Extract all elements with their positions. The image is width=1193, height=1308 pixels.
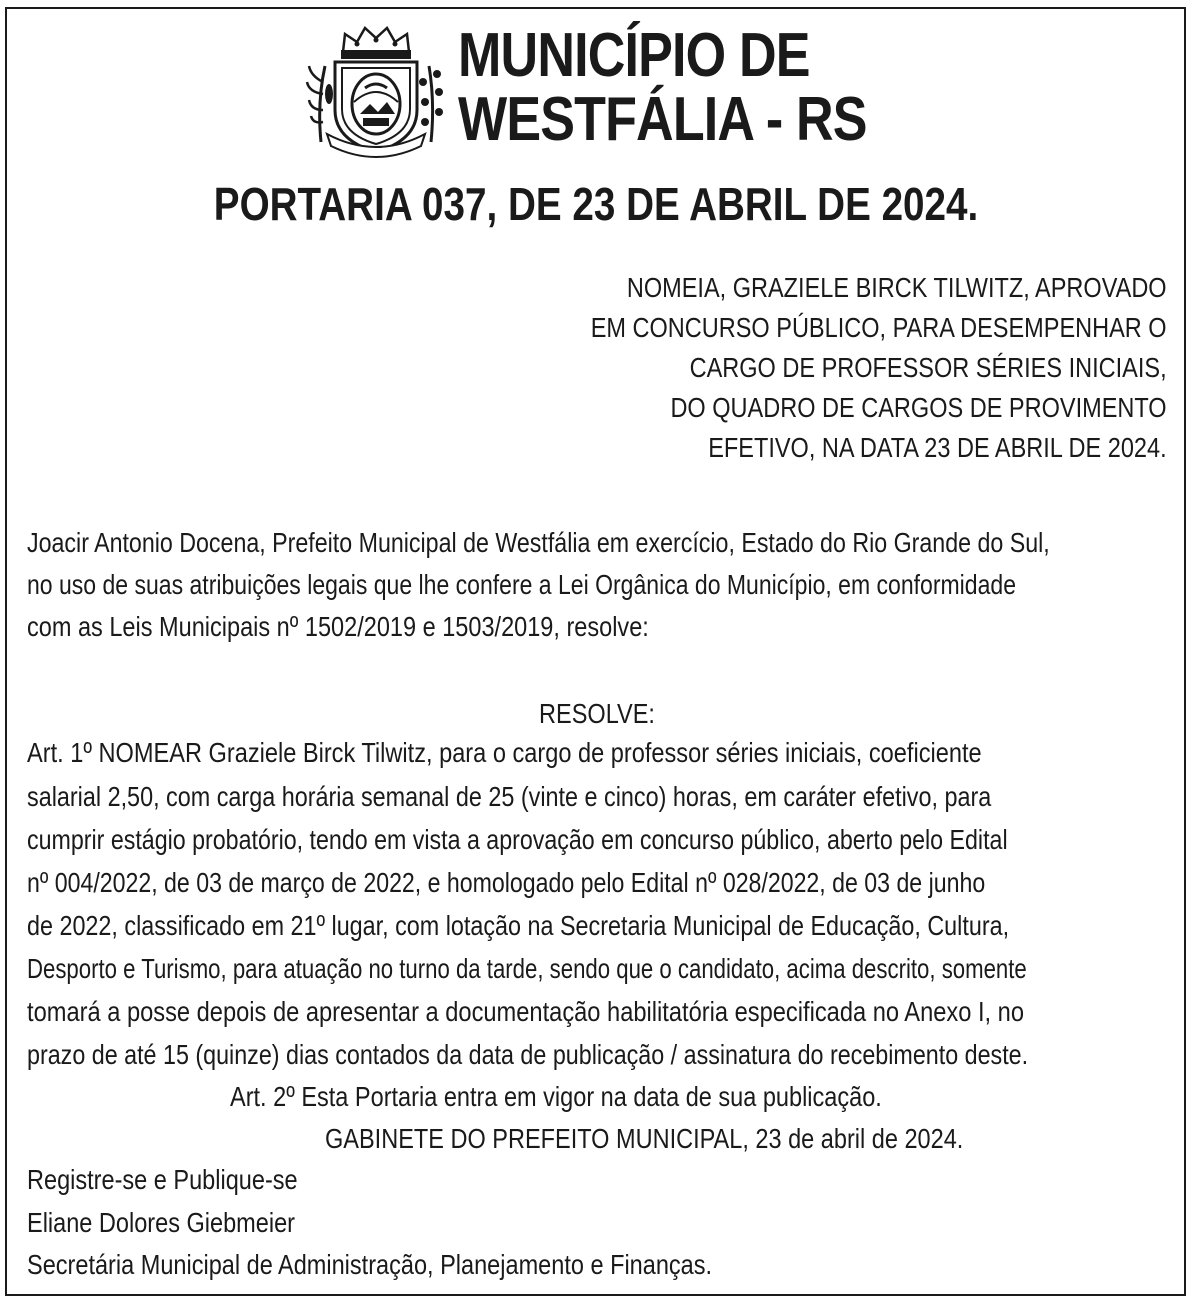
ementa-line: CARGO DE PROFESSOR SÉRIES INICIAIS, (689, 352, 1167, 383)
article1-line: nº 004/2022, de 03 de março de 2022, e homologado pelo Edital nº 028/2022, de 03 de junho (27, 867, 986, 898)
municipality-line-2: WESTFÁLIA - RS (458, 85, 867, 154)
article2: Art. 2º Esta Portaria entra em vigor na data de sua publicação. (230, 1081, 882, 1112)
preamble-line: Joacir Antonio Docena, Prefeito Municipal de Westfália em exercício, Estado do Rio Grande do Sul, (27, 527, 1050, 558)
resolve-heading-text: RESOLVE: (538, 698, 655, 729)
ementa-line: EFETIVO, NA DATA 23 DE ABRIL DE 2024. (708, 432, 1167, 463)
municipality-name (458, 21, 867, 154)
municipal-coat-of-arms-icon (305, 22, 447, 160)
article1-line: Art. 1º NOMEAR Graziele Birck Tilwitz, para o cargo de professor séries iniciais, coeficiente (27, 737, 982, 768)
signatory-role: Secretária Municipal de Administração, Planejamento e Finanças. (27, 1249, 713, 1280)
preamble-line: no uso de suas atribuições legais que lhe confere a Lei Orgânica do Município, em conformidade (27, 569, 1017, 600)
article1-line: de 2022, classificado em 21º lugar, com lotação na Secretaria Municipal de Educação, Cultura, (27, 910, 1010, 941)
municipality-line-1: MUNICÍPIO DE (458, 21, 810, 90)
document-title-text: PORTARIA 037, DE 23 DE ABRIL DE 2024. (214, 178, 979, 230)
resolve-heading (0, 697, 1193, 731)
ementa (481, 268, 1167, 468)
ementa-line: EM CONCURSO PÚBLICO, PARA DESEMPENHAR O (591, 312, 1167, 343)
article1-line: cumprir estágio probatório, tendo em vista a aprovação em concurso público, aberto pelo Edital (27, 824, 1008, 855)
signatory-name: Eliane Dolores Giebmeier (27, 1207, 295, 1238)
document-title (0, 178, 1193, 230)
ementa-line: DO QUADRO DE CARGOS DE PROVIMENTO (670, 392, 1167, 423)
cabinet-date: GABINETE DO PREFEITO MUNICIPAL, 23 de abril de 2024. (325, 1123, 964, 1154)
ementa-line: NOMEIA, GRAZIELE BIRCK TILWITZ, APROVADO (627, 272, 1167, 303)
article1-line: prazo de até 15 (quinze) dias contados da data de publicação / assinatura do recebimento deste. (27, 1039, 1029, 1070)
article1-line: Desporto e Turismo, para atuação no turno da tarde, sendo que o candidato, acima descrito, somente (27, 953, 1027, 984)
footer-line: Registre-se e Publique-se (27, 1164, 298, 1195)
article1-line: tomará a posse depois de apresentar a documentação habilitatória especificada no Anexo I, no (27, 996, 1025, 1027)
article1-line: salarial 2,50, com carga horária semanal de 25 (vinte e cinco) horas, em caráter efetivo, para (27, 781, 992, 812)
preamble-line: com as Leis Municipais nº 1502/2019 e 1503/2019, resolve: (27, 611, 649, 642)
